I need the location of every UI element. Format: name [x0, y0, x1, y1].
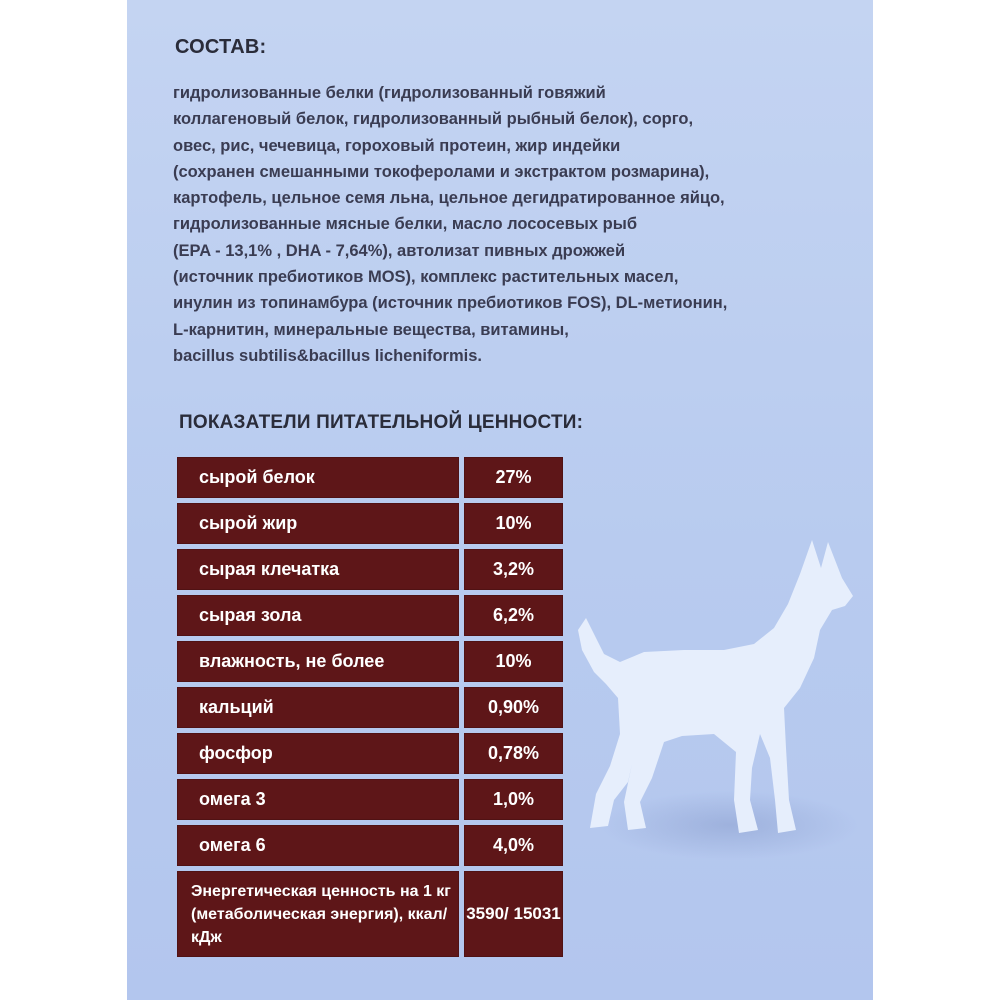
nutrition-title: ПОКАЗАТЕЛИ ПИТАТЕЛЬНОЙ ЦЕННОСТИ:	[179, 412, 584, 433]
nutrient-name: Энергетическая ценность на 1 кг (метаболическая энергия), ккал/кДж	[177, 871, 459, 957]
table-row	[177, 825, 563, 866]
nutrient-name: влажность, не более	[177, 641, 459, 682]
nutrient-value: 10%	[464, 641, 563, 682]
nutrient-value: 10%	[464, 503, 563, 544]
nutrient-value: 1,0%	[464, 779, 563, 820]
table-row	[177, 457, 563, 498]
table-row	[177, 549, 563, 590]
nutrient-name: омега 6	[177, 825, 459, 866]
nutrient-name: сырой жир	[177, 503, 459, 544]
composition-title: СОСТАВ:	[175, 36, 267, 58]
ingredients-text: гидролизованные белки (гидролизованный говяжий коллагеновый белок, гидролизованный рыбный белок), сорго, овес, рис, чечевица, гороховый протеин, жир индейки (сохранен смешанными токоферолами и экстрактом розмарина), картофель, цельное семя льна, цельное дегидратированное яйцо, гидролизованные мясные белки, масло лососевых рыб (EPA - 13,1% , DHA - 7,64%), автолизат пивных дрожжей (источник пребиотиков MOS), комплекс растительных масел, инулин из топинамбура (источник пребиотиков FOS), DL-метионин, L-карнитин, минеральные вещества, витамины, bacillus subtilis&bacillus licheniformis.	[173, 84, 728, 365]
nutrient-name: сырая зола	[177, 595, 459, 636]
table-row	[177, 779, 563, 820]
nutrient-value: 3,2%	[464, 549, 563, 590]
nutrient-value: 4,0%	[464, 825, 563, 866]
nutrient-name: фосфор	[177, 733, 459, 774]
nutrient-value: 6,2%	[464, 595, 563, 636]
nutrient-value: 0,90%	[464, 687, 563, 728]
nutrient-value: 0,78%	[464, 733, 563, 774]
table-row	[177, 641, 563, 682]
nutrient-value: 27%	[464, 457, 563, 498]
table-row	[177, 733, 563, 774]
nutrient-name: кальций	[177, 687, 459, 728]
table-row	[177, 871, 563, 957]
table-row	[177, 687, 563, 728]
nutrition-table	[177, 457, 563, 962]
nutrient-name: омега 3	[177, 779, 459, 820]
dog-silhouette-icon	[574, 538, 856, 840]
nutrient-value: 3590/ 15031	[464, 871, 563, 957]
table-row	[177, 595, 563, 636]
table-row	[177, 503, 563, 544]
nutrient-name: сырой белок	[177, 457, 459, 498]
nutrient-name: сырая клечатка	[177, 549, 459, 590]
